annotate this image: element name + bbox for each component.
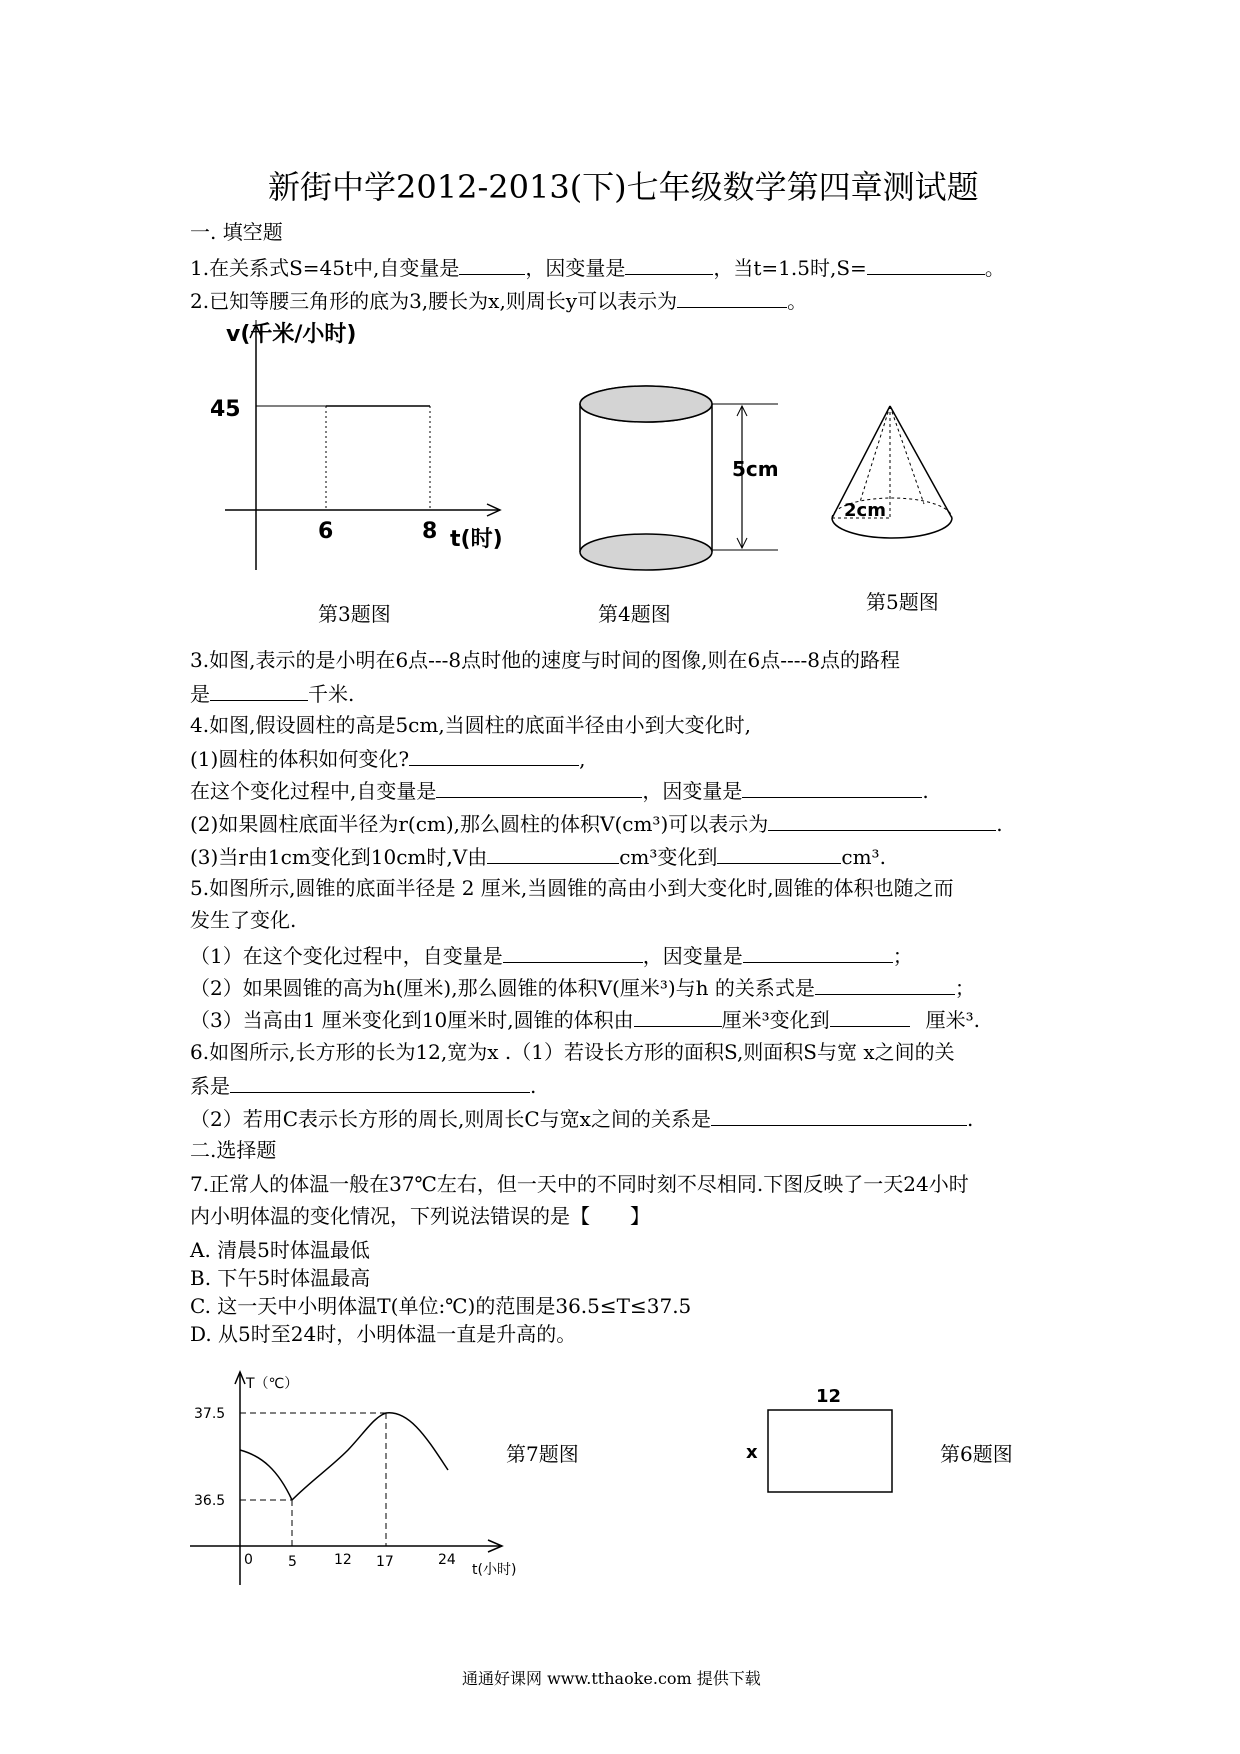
fig7-y-label: T（℃） (246, 1376, 299, 1392)
figure-3-caption: 第3题图 (318, 602, 391, 626)
question-4-part-1 (190, 745, 585, 771)
option-b: B. 下午5时体温最高 (190, 1266, 371, 1290)
q2-text-b: 。 (787, 289, 808, 313)
q3-text-a: 是 (190, 682, 210, 706)
question-5-line-2: 发生了变化. (190, 908, 297, 932)
question-2 (190, 287, 807, 313)
q5-p3-text-a: （3）当高由1 厘米变化到10厘米时,圆锥的体积由 (190, 1008, 634, 1032)
fig3-x-tick-8: 8 (422, 519, 438, 544)
q5-p1-text-b: ，因变量是 (642, 944, 743, 968)
figure-4-cylinder (570, 380, 790, 580)
fig6-side-label: x (746, 1442, 758, 1463)
question-4-part-3 (190, 843, 886, 869)
q2-blank[interactable] (677, 287, 787, 308)
option-a: A. 清晨5时体温最低 (190, 1238, 370, 1262)
figure-6-caption: 第6题图 (940, 1442, 1013, 1466)
question-5-part-1 (190, 942, 913, 968)
option-c: C. 这一天中小明体温T(单位:℃)的范围是36.5≤T≤37.5 (190, 1294, 692, 1318)
question-3-line-1: 3.如图,表示的是小明在6点---8点时他的速度与时间的图像,则在6点----8点的路程 (190, 648, 900, 672)
q4-p1-text: (1)圆柱的体积如何变化? (190, 747, 410, 771)
q2-text-a: 2.已知等腰三角形的底为3,腰长为x,则周长y可以表示为 (190, 289, 678, 313)
fig3-x-label: t(时) (450, 527, 503, 552)
figure-7-caption: 第7题图 (506, 1442, 579, 1466)
question-6-line-2 (190, 1072, 536, 1098)
figure-5-caption: 第5题图 (866, 590, 939, 614)
question-4-part-1b (190, 777, 929, 803)
q5-p3-text-b: 厘米³变化到 (721, 1008, 830, 1032)
fig7-x-tick-24: 24 (438, 1552, 456, 1568)
figure-4-caption: 第4题图 (598, 602, 671, 626)
fig7-y-tick-37-5: 37.5 (194, 1406, 226, 1422)
figure-3-velocity-graph (200, 320, 520, 580)
q5-p2-text: （2）如果圆锥的高为h(厘米),那么圆锥的体积V(厘米³)与h 的关系式是 (190, 976, 815, 1000)
cylinder-bottom (580, 534, 712, 570)
temperature-curve (240, 1413, 448, 1500)
fig5-radius-label: 2cm (844, 500, 886, 521)
q4-p3-blank-2[interactable] (717, 843, 841, 864)
q4-p3-text-b: cm³变化到 (619, 845, 718, 869)
q5-p1-text: （1）在这个变化过程中，自变量是 (190, 944, 503, 968)
question-5-line-1: 5.如图所示,圆锥的底面半径是 2 厘米,当圆锥的高由小到大变化时,圆锥的体积也随之而 (190, 876, 954, 900)
q4-p1e-text: . (922, 779, 929, 803)
question-4-intro: 4.如图,假设圆柱的高是5cm,当圆柱的底面半径由小到大变化时, (190, 713, 752, 737)
question-7-line-1: 7.正常人的体温一般在37℃左右，但一天中的不同时刻不尽相同.下图反映了一天24小时 (190, 1172, 969, 1196)
q6-p2-text: （2）若用C表示长方形的周长,则周长C与宽x之间的关系是 (190, 1107, 711, 1131)
q3-text-b: 千米. (308, 682, 355, 706)
q4-p1d-blank[interactable] (742, 777, 922, 798)
question-3-line-2 (190, 680, 354, 706)
fig6-top-label: 12 (816, 1386, 842, 1407)
fig7-x-tick-12: 12 (334, 1552, 352, 1568)
fig7-y-tick-36-5: 36.5 (194, 1493, 226, 1509)
q1-text-a: 1.在关系式S=45t中,自变量是 (190, 256, 460, 280)
option-d: D. 从5时至24时，小明体温一直是升高的。 (190, 1322, 577, 1346)
fig7-x-tick-5: 5 (288, 1554, 297, 1570)
q1-blank-1[interactable] (459, 254, 525, 275)
q3-blank[interactable] (210, 680, 308, 701)
q4-p2-text: (2)如果圆柱底面半径为r(cm),那么圆柱的体积V(cm³)可以表示为 (190, 812, 769, 836)
question-7-line-2: 内小明体温的变化情况，下列说法错误的是【 】 (190, 1204, 650, 1228)
footer-credit: 通通好课网 www.tthaoke.com 提供下载 (462, 1669, 761, 1688)
q4-p1-blank[interactable] (409, 745, 579, 766)
section-multiple-choice: 二.选择题 (190, 1138, 277, 1162)
page-title: 新街中学2012-2013(下)七年级数学第四章测试题 (268, 168, 979, 206)
q5-p3-text-c: 厘米³. (925, 1008, 981, 1032)
q4-p2-blank[interactable] (768, 810, 996, 831)
q6-text-a: 系是 (190, 1074, 230, 1098)
q4-p1-comma: , (579, 747, 586, 771)
q6-blank-1[interactable] (230, 1072, 530, 1093)
q6-text-b: . (530, 1074, 537, 1098)
q6-p2-blank[interactable] (711, 1105, 967, 1126)
question-4-part-2 (190, 810, 1003, 836)
rectangle-shape (768, 1410, 892, 1492)
q4-p1c-blank[interactable] (436, 777, 642, 798)
q4-p1d-text: ，因变量是 (642, 779, 743, 803)
section-fill-in: 一. 填空题 (190, 220, 283, 244)
question-6-part-2 (190, 1105, 973, 1131)
q6-p2-end: . (966, 1107, 974, 1131)
figure-5-cone (820, 400, 970, 560)
q5-p3-blank-2[interactable] (830, 1006, 910, 1027)
q1-text-d: 。 (984, 256, 1005, 280)
q5-p2-blank[interactable] (815, 974, 955, 995)
q4-p3-blank-1[interactable] (487, 843, 619, 864)
fig3-y-label: v(千米/小时) (226, 322, 357, 348)
q4-p3-text-c: cm³. (841, 845, 886, 869)
q1-blank-3[interactable] (867, 254, 985, 275)
figure-6-rectangle (740, 1378, 900, 1498)
fig4-height-label: 5cm (732, 457, 779, 481)
question-5-part-3 (190, 1006, 980, 1032)
fig7-x-tick-0: 0 (244, 1552, 253, 1568)
q5-p1-blank-2[interactable] (743, 942, 893, 963)
fig3-x-tick-6: 6 (318, 519, 334, 544)
q5-p1-end: ； (892, 944, 913, 968)
figure-7-temperature-graph (180, 1370, 540, 1590)
q5-p3-blank-1[interactable] (634, 1006, 722, 1027)
q1-text-b: ，因变量是 (525, 256, 626, 280)
q5-p1-blank-1[interactable] (503, 942, 643, 963)
q5-p2-end: ； (954, 976, 975, 1000)
q4-p1c-text: 在这个变化过程中,自变量是 (190, 779, 437, 803)
q1-text-c: ，当t=1.5时,S= (713, 256, 867, 280)
question-1 (190, 254, 1005, 280)
fig7-x-tick-17: 17 (376, 1554, 394, 1570)
fig7-x-label: t(小时) (472, 1562, 517, 1578)
fig3-y-tick: 45 (210, 397, 241, 422)
question-5-part-2 (190, 974, 975, 1000)
q1-blank-2[interactable] (625, 254, 713, 275)
question-6-line-1: 6.如图所示,长方形的长为12,宽为x .（1）若设长方形的面积S,则面积S与宽 x之间的关 (190, 1040, 955, 1064)
q4-p2-end: . (996, 812, 1003, 836)
q4-p3-text-a: (3)当r由1cm变化到10cm时,V由 (190, 845, 488, 869)
